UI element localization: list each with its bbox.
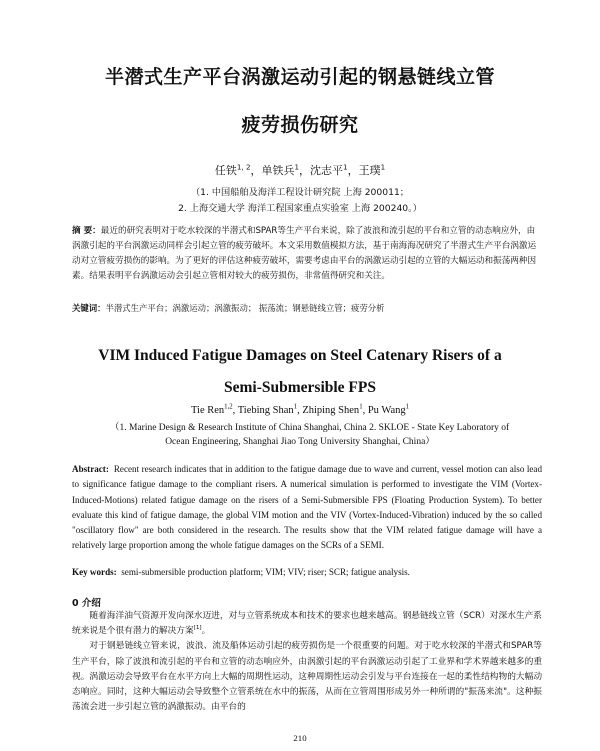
chinese-keywords-label: 关键词：: [72, 303, 106, 313]
en-author-4: Pu Wang$^1$: [367, 403, 410, 416]
chinese-keywords: [72, 302, 542, 314]
chinese-title-line-1: 半潜式生产平台涡激运动引起的钢悬链线立管: [104, 66, 495, 88]
en-author-3: Zhiping Shen$^1$: [302, 403, 363, 416]
intro-paragraph-2: 对于钢悬链线立管来说，波浪、流及船体运动引起的疲劳损伤是一个很重要的问题。对于吃水较深的半潜式和SPAR等生产平台，除了波浪和流引起的平台和立管的动态响应外，由涡激引起的平台涡激运动引起了工业界和学术界越来越多的重视。涡激运动会导致平台在水平方向上大幅的周期性运动，这种周期性运动会引发与平台连接在一起的柔性结构物的大幅动态响应。同时，这种大幅运动会导致整个立管系统在水中的振荡，从而在立管周围形成另外一种所谓的"振荡来流"。这种振荡流会进一步引起立管的涡激振动。由平台的: [72, 641, 542, 713]
page-number: 210: [293, 733, 307, 743]
english-title-line-2: Semi-Submersible FPS: [224, 379, 376, 396]
english-keywords-text: semi-submersible production platform; VIM; VIV; riser; SCR; fatigue analysis.: [121, 567, 410, 577]
english-affiliation-2: Ocean Engineering, Shanghai Jiao Tong University Shanghai, China）: [165, 437, 435, 447]
english-affiliation-1: （1. Marine Design & Research Institute of China Shanghai, China 2. SKLOE - State Key Laboratory of: [110, 423, 510, 433]
chinese-affiliation-2: 2. 上海交通大学 海洋工程国家重点实验室 上海 200240。）: [178, 203, 422, 214]
chinese-affiliation-1: （1. 中国船舶及海洋工程设计研究院 上海 200011；: [191, 187, 409, 198]
chinese-title-line-2: 疲劳损伤研究: [241, 114, 359, 136]
english-abstract: [72, 462, 542, 554]
english-authors: Tie Ren$^{1,2}$, Tiebing Shan$^1$, Zhiping Shen$^1$, Pu Wang$^1$: [190, 403, 410, 416]
english-keywords: [72, 567, 542, 577]
cn-author-3: 沈志平$^1$: [310, 162, 348, 177]
reference-marker: [1]: [193, 625, 202, 632]
cn-author-2: 单铁兵$^1$: [261, 162, 300, 177]
chinese-abstract-text: 最近的研究表明对于吃水较深的半潜式和SPAR等生产平台来说，除了波浪和流引起的平台和立管的动态响应外，由涡激引起的平台涡激运动同样会引起立管的疲劳破坏。本文采用数值模拟方法，基于南海海况研究了半潜式生产平台涡激运动对立管疲劳损伤的影响。为了更好的评估这种疲劳破坏，需要考虑由平台的涡激运动引起的立管的大幅运动和振荡两种因素。结果表明平台涡激运动会引起立管相对较大的疲劳损伤，非常值得研究和关注。: [72, 226, 537, 281]
en-author-2: Tiebing Shan$^1$: [237, 403, 298, 416]
cn-author-1: 任铁$^{1, 2}$: [214, 162, 251, 177]
introduction-body: [72, 609, 542, 715]
english-title-line-1: VIM Induced Fatigue Damages on Steel Catenary Risers of a: [98, 347, 502, 364]
english-abstract-label: Abstract:: [72, 464, 109, 474]
chinese-abstract-label: 摘 要：: [72, 226, 101, 236]
english-keywords-label: Key words:: [72, 567, 117, 577]
chinese-abstract: [72, 224, 542, 284]
intro-paragraph-1: 随着海洋油气资源开发向深水迈进，对与立管系统成本和技术的要求也越来越高。钢悬链线立管（SCR）对深水生产系统来说是个很有潜力的解决方案[1]。: [72, 611, 542, 637]
chinese-authors: 任铁$^{1, 2}$，单铁兵$^1$，沈志平$^1$，王璞$^1$: [214, 162, 386, 177]
section-heading-introduction: 0 介绍: [72, 598, 101, 609]
cn-author-4: 王璞$^1$: [358, 162, 386, 177]
english-abstract-text: Recent research indicates that in addition to the fatigue damage due to wave and current, vessel motion can also lead to significance fatigue damage to the compliant risers. A numerical simulation is performed to investigate the VIM (Vortex-Induced-Motions) related fatigue damage on the risers of a Semi-Submersible FPS (Floating Production System). To better evaluate this kind of fatigue damage, the global VIM motion and the VIV (Vortex-Induced-Vibration) induced by the so called "oscillatory flow" are both considered in the research. The results show that the VIM related fatigue damage will have a relatively large proportion among the whole fatigue damages on the SCRs of a SEMI.: [72, 464, 543, 551]
en-author-1: Tie Ren$^{1,2}$: [190, 403, 233, 416]
chinese-keywords-text: 半潜式生产平台；涡激运动；涡激振动； 振荡流；钢悬链线立管；疲劳分析: [105, 303, 385, 313]
